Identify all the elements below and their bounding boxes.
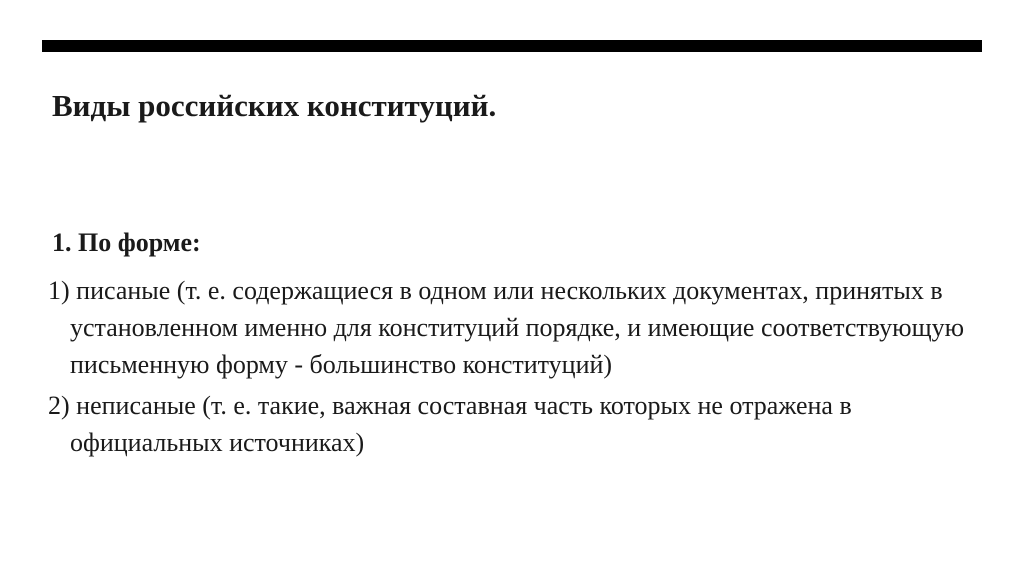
slide-title: Виды российских конституций. (52, 88, 497, 123)
list-item-unwritten: 2) неписаные (т. е. такие, важная составная часть которых не отражена в официальных источниках) (48, 391, 852, 457)
section-subheading: 1. По форме: (52, 228, 201, 257)
top-divider-bar (42, 40, 982, 52)
list-item-written: 1) писаные (т. е. содержащиеся в одном или нескольких документах, принятых в установленном именно для конституций порядке, и имеющие соответствующую письменную форму - большинство конституций) (48, 276, 965, 379)
types-list (48, 272, 968, 465)
